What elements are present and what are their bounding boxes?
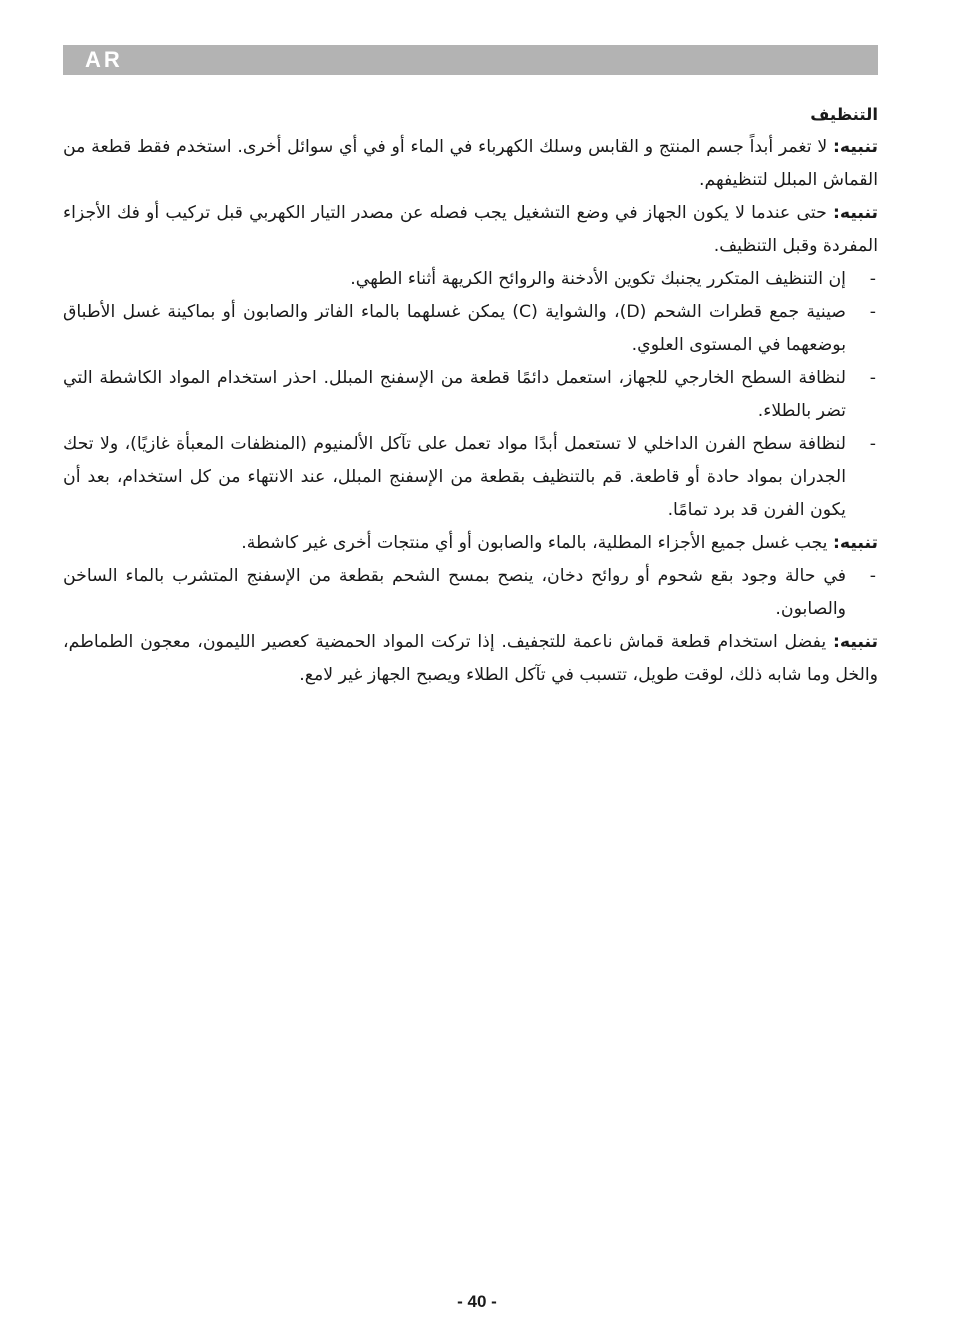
warning-paragraph-2 — [63, 197, 878, 263]
dash-bullet: - — [869, 566, 876, 586]
warning-label: تنبيه: — [832, 137, 878, 157]
list-item — [63, 428, 878, 527]
list-item-text: لنظافة سطح الفرن الداخلي لا تستعمل أبدًا مواد تعمل على تآكل الألمنيوم (المنظفات المعبأة غازيًا)، ولا تحك الجدران بمواد حادة أو قاطعة. قم بالتنظيف بقطعة من الإسفنج المبلل، عند الانتهاء من كل استخدام، بعد أن يكون الفرن قد برد تمامًا. — [63, 434, 846, 520]
warning-label: تنبيه: — [832, 533, 878, 553]
dash-bullet: - — [869, 434, 876, 454]
list-item — [63, 263, 878, 296]
language-code: AR — [85, 47, 123, 72]
list-item — [63, 362, 878, 428]
warning-label: تنبيه: — [832, 203, 878, 223]
warning-text: يجب غسل جميع الأجزاء المطلية، بالماء والصابون أو أي منتجات أخرى غير كاشطة. — [241, 533, 833, 553]
language-header-bar — [63, 45, 878, 75]
warning-paragraph-4 — [63, 626, 878, 692]
warning-label: تنبيه: — [832, 632, 878, 652]
warning-paragraph-1 — [63, 131, 878, 197]
warning-text: يفضل استخدام قطعة قماش ناعمة للتجفيف. إذا تركت المواد الحمضية كعصير الليمون، معجون الطماطم، والخل وما شابه ذلك، لوقت طويل، تتسبب في تآكل الطلاء ويصبح الجهاز غير لامع. — [63, 632, 878, 685]
bullet-list-1 — [63, 263, 878, 527]
list-item-text: إن التنظيف المتكرر يجنبك تكوين الأدخنة والروائح الكريهة أثناء الطهي. — [350, 269, 846, 289]
dash-bullet: - — [869, 368, 876, 388]
warning-text: حتى عندما لا يكون الجهاز في وضع التشغيل يجب فصله عن مصدر التيار الكهربي قبل تركيب أو فك الأجزاء المفردة وقبل التنظيف. — [63, 203, 878, 256]
dash-bullet: - — [869, 269, 876, 289]
list-item — [63, 560, 878, 626]
cleaning-section — [63, 98, 878, 692]
warning-paragraph-3 — [63, 527, 878, 560]
bullet-list-2 — [63, 560, 878, 626]
dash-bullet: - — [869, 302, 876, 322]
list-item-text: في حالة وجود بقع شحوم أو روائح دخان، ينصح بمسح الشحم بقطعة من الإسفنج المتشرب بالماء الساخن والصابون. — [63, 566, 846, 619]
page-number: - 40 - — [457, 1292, 497, 1311]
warning-text: لا تغمر أبداً جسم المنتج و القابس وسلك الكهرباء في الماء أو في أي سوائل أخرى. استخدم فقط قطعة من القماش المبلل لتنظيفهم. — [63, 137, 878, 190]
list-item-text: لنظافة السطح الخارجي للجهاز، استعمل دائمًا قطعة من الإسفنج المبلل. احذر استخدام المواد الكاشطة التي تضر بالطلاء. — [63, 368, 846, 421]
list-item-text: صينية جمع قطرات الشحم (D)، والشواية (C) يمكن غسلهما بالماء الفاتر والصابون أو بماكينة غسل الأطباق بوضعهما في المستوى العلوي. — [63, 302, 846, 355]
list-item — [63, 296, 878, 362]
section-title: التنظيف — [810, 105, 878, 124]
